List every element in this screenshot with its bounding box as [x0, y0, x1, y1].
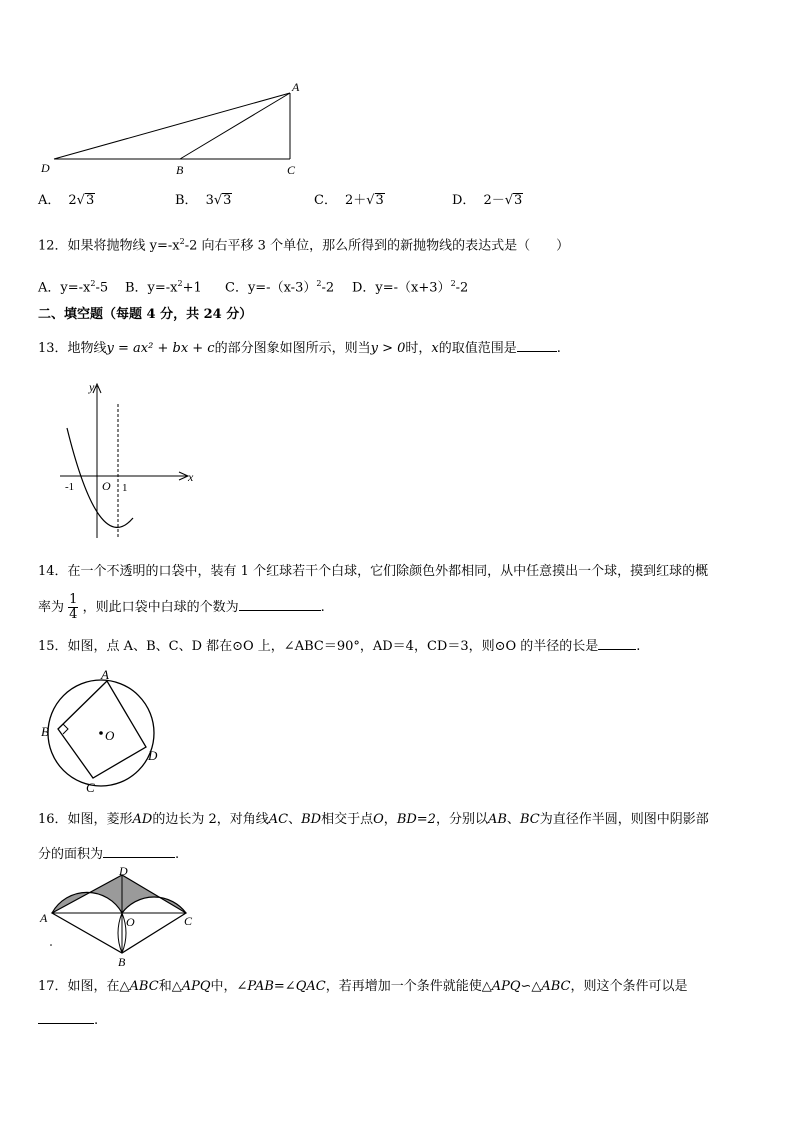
- svg-text:O: O: [102, 479, 111, 493]
- label-A: A: [292, 80, 300, 94]
- svg-text:x: x: [188, 470, 194, 484]
- q11-triangle-figure: [34, 80, 314, 180]
- q17-answer-blank[interactable]: [38, 1011, 94, 1024]
- svg-text:-1: -1: [65, 481, 75, 493]
- svg-text:y: y: [89, 380, 95, 394]
- q12-option-c: C．$y=-(x-3)^2-2$: [225, 279, 335, 296]
- svg-text:1: 1: [122, 482, 128, 494]
- q14-fraction: $\frac{1}{4}$: [69, 592, 78, 622]
- q14-stem-2: 率为 $\frac{1}{4}$ ，则此口袋中白球的个数为 .: [38, 592, 325, 622]
- q16-rhombus-figure: [36, 865, 206, 970]
- label-D: D: [41, 161, 50, 175]
- svg-text:A: A: [101, 667, 109, 682]
- q13-parabola-graph: [55, 378, 205, 543]
- svg-text:D: D: [148, 748, 158, 763]
- svg-text:C: C: [86, 780, 95, 795]
- svg-text:D: D: [119, 865, 128, 878]
- q11-option-a: A． 2√3: [38, 193, 95, 208]
- q14-answer-blank[interactable]: [239, 598, 321, 611]
- q15-circle-figure: [36, 666, 166, 796]
- q11-option-b: B． 3√3: [175, 193, 232, 208]
- svg-text:B: B: [118, 955, 126, 969]
- q15-answer-blank[interactable]: [598, 637, 636, 650]
- q13-stem: 13．地物线y = ax² + bx + c的部分图象如图所示，则当y > 0时，x的取值范围是 .: [38, 341, 561, 356]
- q16-stem: 16．如图，菱形AD的边长为 2，对角线AC、BD相交于点O，BD=2，分别以AB、BC为直径作半圆，则图中阴影部: [38, 812, 709, 827]
- svg-text:B: B: [41, 724, 49, 739]
- q11-option-c: C． 2＋√3: [314, 193, 384, 208]
- q12-option-a: A．$y=-x^2-5$: [38, 279, 109, 296]
- label-B: B: [176, 163, 184, 177]
- q11-option-d: D． 2－√3: [452, 193, 523, 208]
- svg-text:C: C: [184, 914, 193, 928]
- q12-option-d: D．$y=-(x+3)^2-2$: [352, 279, 469, 296]
- section-title: 二、填空题（每题 4 分，共 24 分）: [38, 307, 253, 322]
- q12-stem: 12．如果将抛物线 $y=-x^2-2$ 向右平移 3 个单位，那么所得到的新抛物线的表达式是（ ）: [38, 237, 570, 254]
- svg-text:O: O: [126, 915, 135, 929]
- label-C: C: [287, 163, 296, 177]
- q14-stem: 14．在一个不透明的口袋中，装有 1 个红球若干个白球，它们除颜色外都相同，从中任意摸出一个球，摸到红球的概: [38, 564, 709, 579]
- q13-answer-blank[interactable]: [517, 339, 557, 352]
- q16-stem-2: 分的面积为 .: [38, 847, 180, 862]
- q16-answer-blank[interactable]: [103, 845, 175, 858]
- q12-option-b: B．$y=-x^2+1$: [125, 279, 202, 296]
- svg-text:A: A: [40, 911, 48, 925]
- q17-stem: 17．如图，在△ABC和△APQ中，∠PAB=∠QAC，若再增加一个条件就能使△APQ∽△ABC，则这个条件可以是: [38, 979, 688, 994]
- svg-text:O: O: [105, 728, 115, 743]
- q17-stem-2: .: [38, 1011, 98, 1029]
- q15-stem: 15．如图，点 A、B、C、D 都在⊙O 上，∠ABC＝90°，AD＝4，CD＝3，则⊙O 的半径的长是 .: [38, 639, 641, 654]
